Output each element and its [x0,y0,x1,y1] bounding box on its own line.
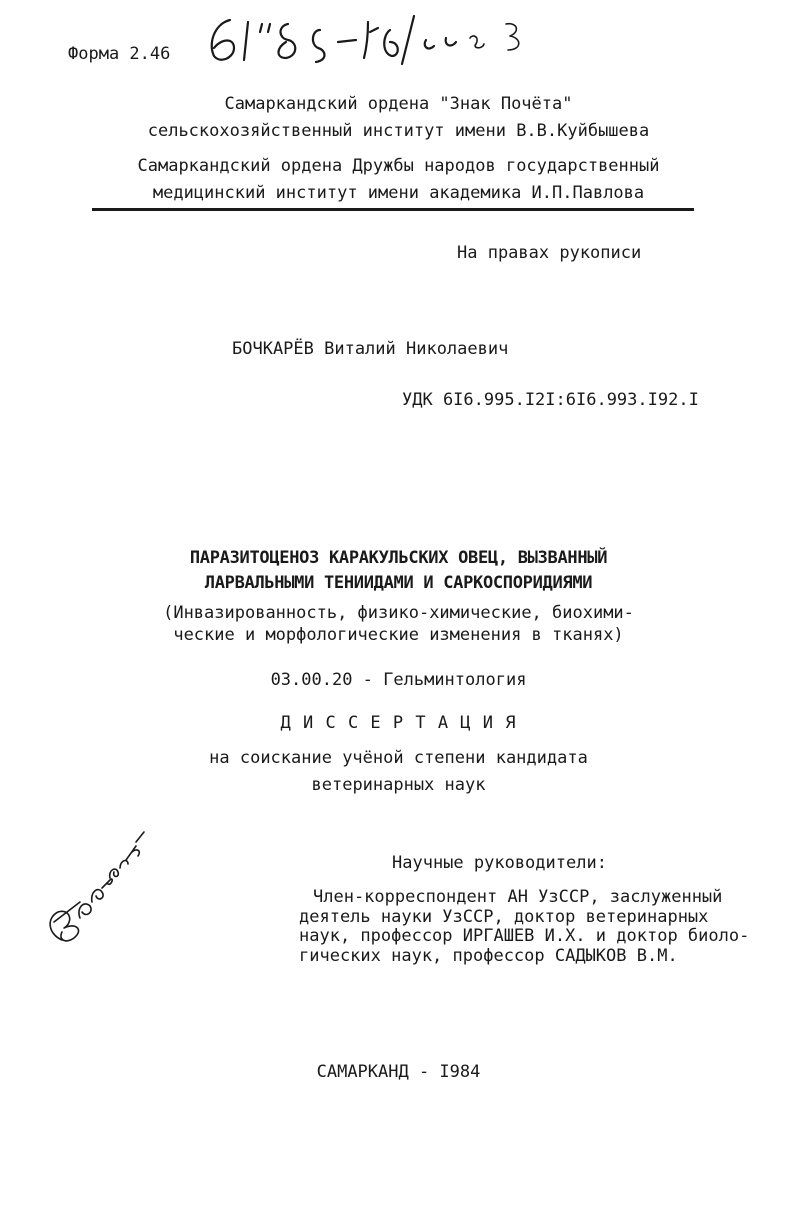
supervisors-line-2: деятель науки УзССР, доктор ветеринарных [299,907,709,927]
degree-line-1: на соискание учёной степени кандидата [209,748,588,768]
document-type: Д И С С Е Р Т А Ц И Я [280,713,517,733]
place-and-year: САМАРКАНД - I984 [316,1062,481,1082]
form-label: Форма 2.46 [68,44,171,64]
supervisors-line-3: наук, профессор ИРГАШЕВ И.Х. и доктор биоло- [299,926,750,946]
supervisors-line-1: Член-корреспондент АН УзССР, заслуженный [313,887,723,907]
supervisors-line-4: гических наук, профессор САДЫКОВ В.М. [299,946,678,966]
subtitle-line-1: (Инвазированность, физико-химические, биохими- [163,603,634,623]
header-rule [92,208,694,211]
subtitle-line-2: ческие и морфологические изменения в тканях) [173,625,624,645]
institution-2-line-1: Самаркандский ордена Дружбы народов государственный [137,156,660,176]
degree-line-2: ветеринарных наук [311,775,486,795]
udc-code: УДК 6I6.995.I2I:6I6.993.I92.I [402,390,699,410]
title-line-2: ЛАРВАЛЬНЫМИ ТЕНИИДАМИ И САРКОСПОРИДИЯМИ [204,573,593,593]
supervisors-heading: Научные руководители: [392,853,607,873]
author-signature [40,822,150,952]
handwritten-catalog-note [200,8,560,68]
institution-1-line-2: сельскохозяйственный институт имени В.В.Куйбышева [147,121,650,141]
institution-1-line-1: Самаркандский ордена "Знак Почёта" [224,94,573,114]
author-name: БОЧКАРЁВ Виталий Николаевич [232,339,509,359]
title-line-1: ПАРАЗИТОЦЕНОЗ КАРАКУЛЬСКИХ ОВЕЦ, ВЫЗВАННЫЙ [189,548,608,568]
manuscript-rights: На правах рукописи [457,243,642,263]
specialty: 03.00.20 - Гельминтология [270,670,527,690]
institution-2-line-2: медицинский институт имени академика И.П.Павлова [152,183,645,203]
